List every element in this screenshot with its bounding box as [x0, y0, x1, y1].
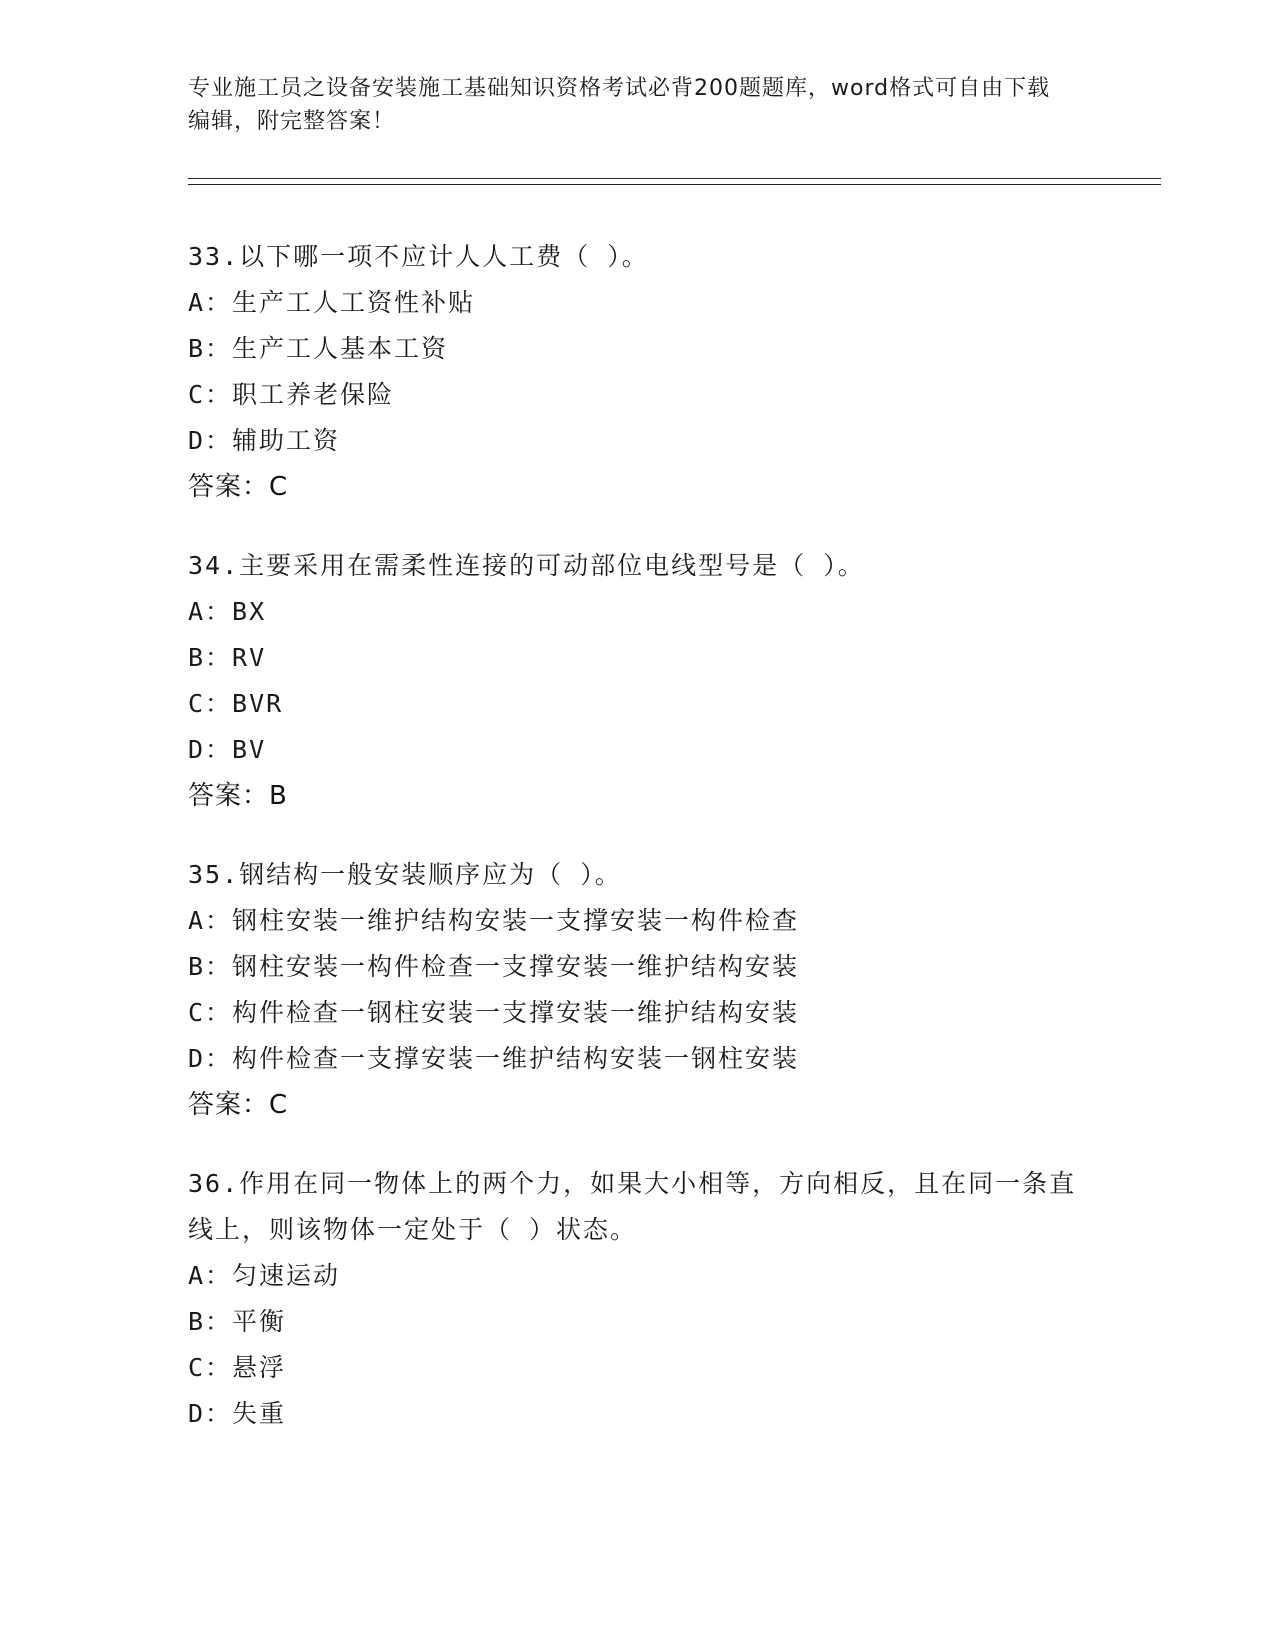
- option-a: A：匀速运动: [188, 1261, 341, 1290]
- option-a: A：生产工人工资性补贴: [188, 288, 476, 317]
- question-36: [188, 1161, 1088, 1437]
- question-stem: 36.作用在同一物体上的两个力，如果大小相等，方向相反，且在同一条直线上，则该物体一定处于（ ）状态。: [188, 1169, 1077, 1244]
- option-c: C：悬浮: [188, 1353, 287, 1382]
- question-33: [188, 234, 1088, 510]
- header-text: 专业施工员之设备安装施工基础知识资格考试必背200题题库，word格式可自由下载编辑，附完整答案！: [188, 76, 1051, 134]
- option-b: B：RV: [188, 643, 267, 672]
- header-divider-bottom: [188, 184, 1161, 185]
- option-c: C：BVR: [188, 689, 284, 718]
- option-b: B：钢柱安装一构件检查一支撑安装一维护结构安装: [188, 952, 800, 981]
- option-b: B：平衡: [188, 1307, 287, 1336]
- option-c: C：构件检查一钢柱安装一支撑安装一维护结构安装: [188, 998, 800, 1027]
- header-divider-top: [188, 178, 1161, 179]
- document-header: [188, 72, 1068, 138]
- question-34: [188, 543, 1088, 819]
- option-d: D：BV: [188, 735, 267, 764]
- option-c: C：职工养老保险: [188, 380, 395, 409]
- option-d: D：构件检查一支撑安装一维护结构安装一钢柱安装: [188, 1044, 800, 1073]
- question-stem: 35.钢结构一般安装顺序应为（ ）。: [188, 860, 622, 889]
- question-list: [188, 234, 1088, 1470]
- question-stem: 33.以下哪一项不应计人人工费（ ）。: [188, 242, 649, 271]
- answer-line: 答案：C: [188, 1090, 289, 1120]
- option-d: D：失重: [188, 1399, 287, 1428]
- answer-line: 答案：C: [188, 472, 289, 502]
- answer-line: 答案：B: [188, 781, 288, 811]
- option-b: B：生产工人基本工资: [188, 334, 449, 363]
- question-35: [188, 852, 1088, 1128]
- option-a: A：钢柱安装一维护结构安装一支撑安装一构件检查: [188, 906, 800, 935]
- option-d: D：辅助工资: [188, 426, 341, 455]
- question-stem: 34.主要采用在需柔性连接的可动部位电线型号是（ ）。: [188, 551, 865, 580]
- option-a: A：BX: [188, 597, 267, 626]
